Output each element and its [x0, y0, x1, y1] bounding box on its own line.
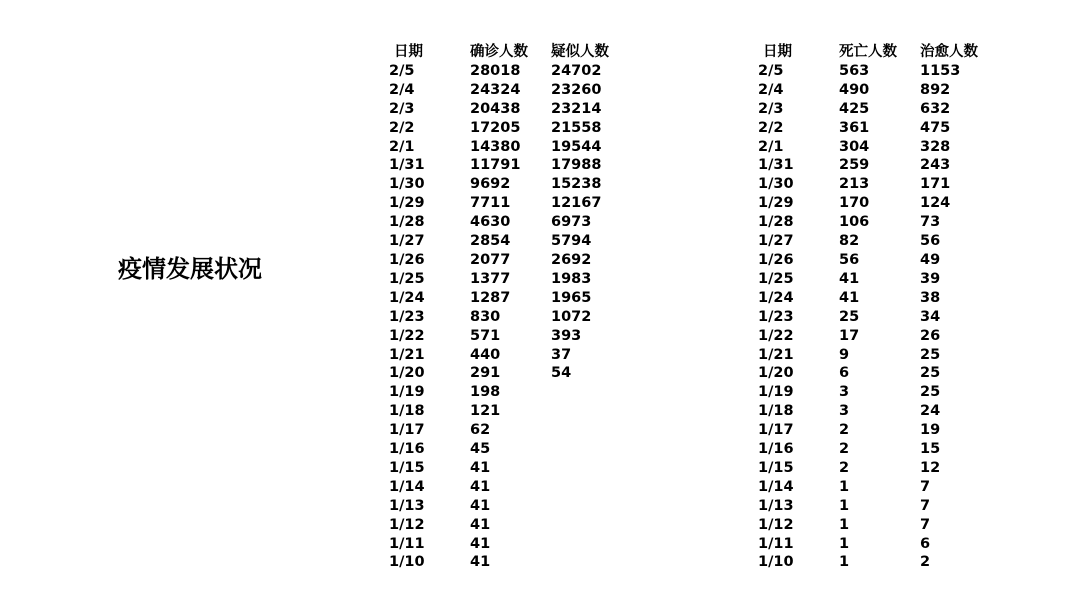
cell-date: 1/17 — [389, 422, 425, 439]
cell-deaths: 56 — [839, 251, 860, 268]
cell-date: 1/18 — [758, 403, 794, 420]
cell-date: 1/30 — [389, 176, 425, 193]
table-row — [389, 516, 631, 535]
cell-deaths: 6 — [839, 365, 850, 382]
table-row — [389, 535, 631, 554]
cell-date: 1/30 — [758, 176, 794, 193]
cell-deaths: 259 — [839, 157, 870, 174]
table-row — [758, 421, 1000, 440]
cell-suspected: 15238 — [551, 176, 602, 193]
table-row — [758, 535, 1000, 554]
cell-suspected — [551, 459, 631, 478]
cell-date: 1/23 — [758, 308, 794, 325]
table-row — [758, 289, 1000, 308]
cell-deaths: 2 — [839, 441, 850, 458]
cell-date: 2/4 — [389, 81, 415, 98]
cell-date: 2/1 — [758, 138, 784, 155]
cell-confirmed: 1377 — [470, 270, 511, 287]
cell-date: 2/2 — [758, 119, 784, 136]
table-row — [389, 346, 631, 365]
cell-deaths: 490 — [839, 81, 870, 98]
cell-suspected: 1965 — [551, 289, 592, 306]
deaths-recoveries-table — [758, 43, 1000, 572]
cell-deaths: 1 — [839, 554, 850, 571]
table-row — [758, 175, 1000, 194]
column-header-confirmed: 确诊人数 — [470, 44, 528, 60]
table-header-row — [389, 43, 631, 62]
cell-confirmed: 830 — [470, 308, 501, 325]
cell-confirmed: 9692 — [470, 176, 511, 193]
table-row — [758, 100, 1000, 119]
table-row — [389, 289, 631, 308]
cell-suspected — [551, 383, 631, 402]
table-row — [389, 383, 631, 402]
cell-recovered: 15 — [920, 441, 941, 458]
cell-deaths: 41 — [839, 289, 860, 306]
cell-recovered: 2 — [920, 554, 931, 571]
cell-date: 2/1 — [389, 138, 415, 155]
cell-suspected: 24702 — [551, 62, 602, 79]
table-row — [758, 194, 1000, 213]
table-row — [389, 119, 631, 138]
cell-date: 1/27 — [389, 233, 425, 250]
cell-date: 1/22 — [389, 327, 425, 344]
cell-confirmed: 4630 — [470, 214, 511, 231]
cell-deaths: 1 — [839, 497, 850, 514]
cell-date: 2/5 — [758, 62, 784, 79]
cell-date: 1/31 — [758, 157, 794, 174]
table-row — [389, 440, 631, 459]
cell-suspected: 19544 — [551, 138, 602, 155]
cell-suspected — [551, 478, 631, 497]
cell-deaths: 3 — [839, 403, 850, 420]
cell-suspected: 2692 — [551, 251, 592, 268]
table-row — [758, 119, 1000, 138]
cell-deaths: 106 — [839, 214, 870, 231]
cell-recovered: 49 — [920, 251, 941, 268]
cell-date: 2/5 — [389, 62, 415, 79]
table-row — [389, 100, 631, 119]
cell-suspected: 1072 — [551, 308, 592, 325]
cell-suspected: 23214 — [551, 100, 602, 117]
table-row — [758, 327, 1000, 346]
cell-recovered: 25 — [920, 384, 941, 401]
cell-suspected — [551, 516, 631, 535]
cell-deaths: 25 — [839, 308, 860, 325]
cell-confirmed: 14380 — [470, 138, 521, 155]
table-row — [389, 213, 631, 232]
column-header-suspected: 疑似人数 — [551, 44, 609, 60]
table-row — [758, 251, 1000, 270]
slide-title: 疫情发展状况 — [118, 255, 262, 283]
table-row — [758, 346, 1000, 365]
cell-recovered: 124 — [920, 195, 951, 212]
cell-suspected: 393 — [551, 327, 582, 344]
cell-recovered: 56 — [920, 233, 941, 250]
cell-confirmed: 24324 — [470, 81, 521, 98]
cell-recovered: 7 — [920, 497, 931, 514]
cell-date: 2/3 — [389, 100, 415, 117]
column-header-date: 日期 — [394, 44, 423, 60]
cell-suspected: 23260 — [551, 81, 602, 98]
cell-suspected: 1983 — [551, 270, 592, 287]
cell-recovered: 328 — [920, 138, 951, 155]
cell-recovered: 6 — [920, 535, 931, 552]
cell-date: 1/10 — [758, 554, 794, 571]
cell-deaths: 2 — [839, 422, 850, 439]
cell-date: 1/12 — [389, 516, 425, 533]
table-row — [389, 364, 631, 383]
table-row — [389, 497, 631, 516]
cell-date: 1/29 — [389, 195, 425, 212]
table-row — [758, 62, 1000, 81]
table-row — [389, 327, 631, 346]
cell-date: 1/10 — [389, 554, 425, 571]
cell-confirmed: 41 — [470, 535, 491, 552]
cell-recovered: 1153 — [920, 62, 961, 79]
table-row — [758, 138, 1000, 157]
cell-recovered: 26 — [920, 327, 941, 344]
cell-recovered: 25 — [920, 346, 941, 363]
cell-confirmed: 41 — [470, 478, 491, 495]
cell-deaths: 2 — [839, 459, 850, 476]
column-header-date: 日期 — [763, 44, 792, 60]
cell-confirmed: 2077 — [470, 251, 511, 268]
cell-recovered: 632 — [920, 100, 951, 117]
cell-date: 1/25 — [389, 270, 425, 287]
table-row — [389, 553, 631, 572]
cell-confirmed: 20438 — [470, 100, 521, 117]
cell-date: 1/18 — [389, 403, 425, 420]
cell-recovered: 73 — [920, 214, 941, 231]
cell-date: 1/21 — [389, 346, 425, 363]
cell-date: 1/24 — [758, 289, 794, 306]
table-row — [758, 270, 1000, 289]
cell-deaths: 1 — [839, 516, 850, 533]
cell-date: 1/19 — [758, 384, 794, 401]
cell-recovered: 34 — [920, 308, 941, 325]
table-row — [758, 478, 1000, 497]
cell-recovered: 171 — [920, 176, 951, 193]
cell-deaths: 425 — [839, 100, 870, 117]
cell-confirmed: 41 — [470, 516, 491, 533]
cell-recovered: 19 — [920, 422, 941, 439]
table-row — [389, 421, 631, 440]
cell-date: 1/22 — [758, 327, 794, 344]
cell-confirmed: 571 — [470, 327, 501, 344]
cases-table — [389, 43, 631, 572]
cell-recovered: 38 — [920, 289, 941, 306]
cell-suspected — [551, 421, 631, 440]
cell-confirmed: 121 — [470, 403, 501, 420]
table-row — [389, 270, 631, 289]
table-row — [389, 194, 631, 213]
cell-recovered: 475 — [920, 119, 951, 136]
cell-recovered: 892 — [920, 81, 951, 98]
cell-date: 1/21 — [758, 346, 794, 363]
table-row — [389, 81, 631, 100]
cell-date: 1/15 — [758, 459, 794, 476]
cell-suspected: 17988 — [551, 157, 602, 174]
cell-suspected — [551, 402, 631, 421]
cell-date: 1/11 — [758, 535, 794, 552]
cell-confirmed: 45 — [470, 441, 491, 458]
cell-date: 1/23 — [389, 308, 425, 325]
column-header-recovered: 治愈人数 — [920, 44, 978, 60]
cell-confirmed: 1287 — [470, 289, 511, 306]
cell-date: 1/20 — [758, 365, 794, 382]
cell-suspected: 6973 — [551, 214, 592, 231]
table-row — [758, 213, 1000, 232]
table-row — [758, 364, 1000, 383]
table-row — [758, 383, 1000, 402]
cell-date: 1/14 — [758, 478, 794, 495]
table-row — [389, 62, 631, 81]
table-row — [758, 232, 1000, 251]
cell-date: 1/16 — [389, 441, 425, 458]
cell-suspected — [551, 553, 631, 572]
cell-date: 1/19 — [389, 384, 425, 401]
cell-confirmed: 440 — [470, 346, 501, 363]
cell-deaths: 170 — [839, 195, 870, 212]
cell-recovered: 25 — [920, 365, 941, 382]
cell-confirmed: 291 — [470, 365, 501, 382]
table-row — [758, 553, 1000, 572]
cell-date: 1/20 — [389, 365, 425, 382]
cell-date: 1/14 — [389, 478, 425, 495]
cell-date: 1/31 — [389, 157, 425, 174]
cell-recovered: 7 — [920, 516, 931, 533]
cell-suspected — [551, 497, 631, 516]
cell-confirmed: 41 — [470, 497, 491, 514]
cell-suspected — [551, 440, 631, 459]
cell-date: 1/15 — [389, 459, 425, 476]
cell-suspected: 37 — [551, 346, 572, 363]
table-row — [389, 478, 631, 497]
cell-confirmed: 11791 — [470, 157, 521, 174]
cell-deaths: 82 — [839, 233, 860, 250]
cell-recovered: 243 — [920, 157, 951, 174]
cell-date: 1/28 — [389, 214, 425, 231]
cell-deaths: 304 — [839, 138, 870, 155]
cell-date: 2/4 — [758, 81, 784, 98]
table-row — [758, 81, 1000, 100]
cell-date: 1/24 — [389, 289, 425, 306]
cell-date: 1/13 — [389, 497, 425, 514]
cell-date: 1/28 — [758, 214, 794, 231]
table-row — [758, 459, 1000, 478]
cell-date: 1/12 — [758, 516, 794, 533]
table-row — [389, 138, 631, 157]
table-row — [389, 459, 631, 478]
table-row — [758, 516, 1000, 535]
cell-date: 2/3 — [758, 100, 784, 117]
cell-suspected: 5794 — [551, 233, 592, 250]
table-row — [389, 308, 631, 327]
cell-suspected: 54 — [551, 365, 572, 382]
cell-deaths: 213 — [839, 176, 870, 193]
cell-confirmed: 62 — [470, 422, 491, 439]
cell-deaths: 361 — [839, 119, 870, 136]
cell-confirmed: 28018 — [470, 62, 521, 79]
table-row — [389, 402, 631, 421]
cell-date: 1/29 — [758, 195, 794, 212]
cell-confirmed: 17205 — [470, 119, 521, 136]
cell-date: 1/26 — [389, 251, 425, 268]
cell-date: 1/16 — [758, 441, 794, 458]
table-header-row — [758, 43, 1000, 62]
cell-recovered: 39 — [920, 270, 941, 287]
cell-date: 1/17 — [758, 422, 794, 439]
cell-date: 1/13 — [758, 497, 794, 514]
table-row — [389, 232, 631, 251]
table-row — [389, 251, 631, 270]
cell-deaths: 17 — [839, 327, 860, 344]
cell-confirmed: 41 — [470, 459, 491, 476]
cell-confirmed: 7711 — [470, 195, 511, 212]
cell-date: 1/26 — [758, 251, 794, 268]
table-row — [758, 440, 1000, 459]
cell-deaths: 3 — [839, 384, 850, 401]
cell-confirmed: 198 — [470, 384, 501, 401]
table-row — [758, 497, 1000, 516]
cell-recovered: 7 — [920, 478, 931, 495]
table-row — [389, 156, 631, 175]
cell-deaths: 41 — [839, 270, 860, 287]
cell-suspected — [551, 535, 631, 554]
cell-date: 2/2 — [389, 119, 415, 136]
cell-confirmed: 2854 — [470, 233, 511, 250]
table-row — [758, 156, 1000, 175]
cell-deaths: 563 — [839, 62, 870, 79]
table-row — [758, 308, 1000, 327]
table-row — [389, 175, 631, 194]
column-header-deaths: 死亡人数 — [839, 44, 897, 60]
cell-date: 1/11 — [389, 535, 425, 552]
cell-recovered: 12 — [920, 459, 941, 476]
cell-deaths: 1 — [839, 535, 850, 552]
cell-deaths: 9 — [839, 346, 850, 363]
cell-recovered: 24 — [920, 403, 941, 420]
cell-date: 1/25 — [758, 270, 794, 287]
cell-confirmed: 41 — [470, 554, 491, 571]
cell-deaths: 1 — [839, 478, 850, 495]
table-row — [758, 402, 1000, 421]
cell-suspected: 12167 — [551, 195, 602, 212]
cell-date: 1/27 — [758, 233, 794, 250]
cell-suspected: 21558 — [551, 119, 602, 136]
